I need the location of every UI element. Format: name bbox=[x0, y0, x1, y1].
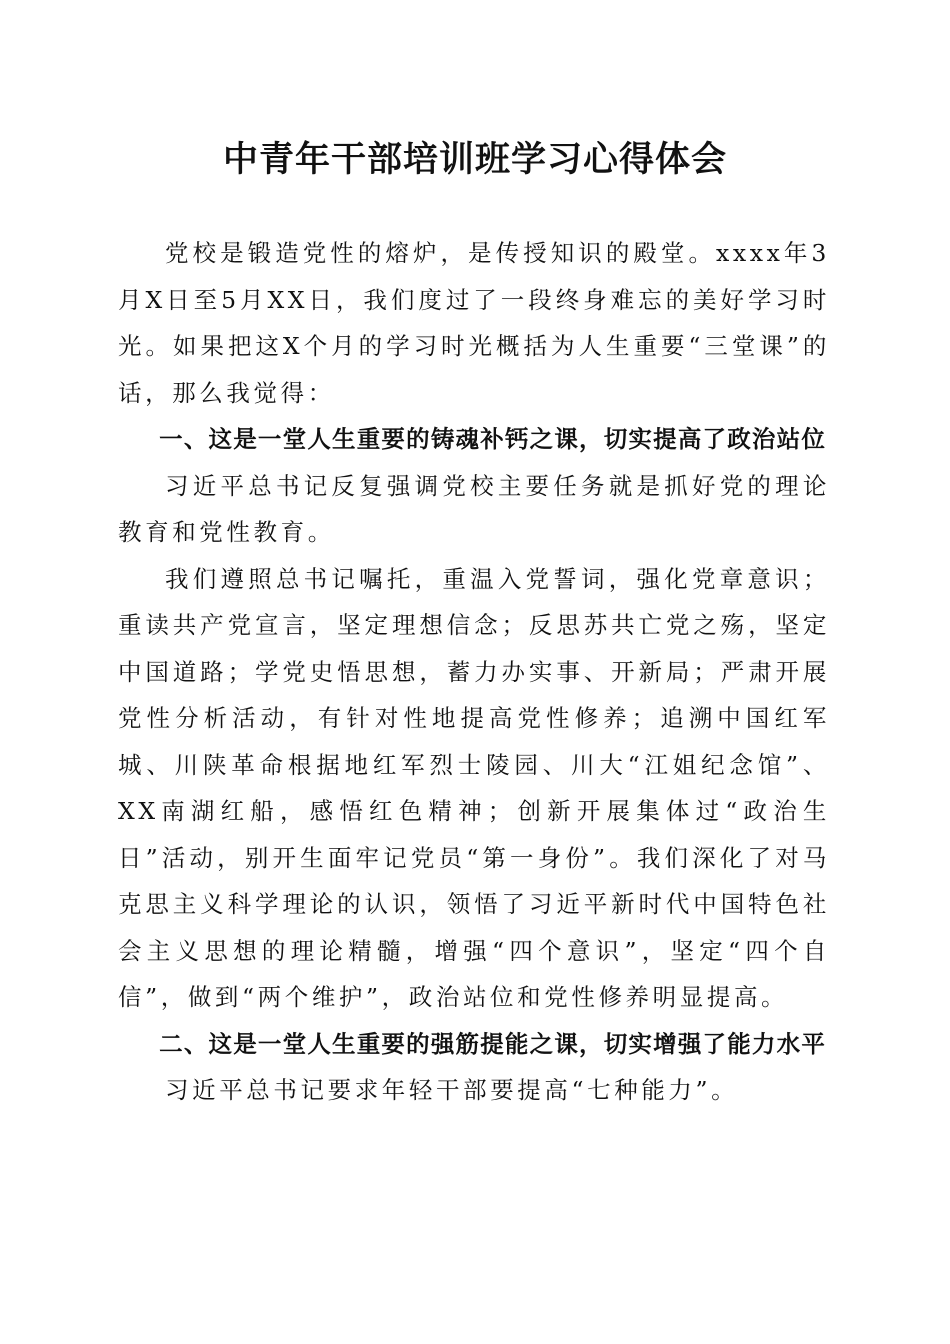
section-1-paragraph-2: 我们遵照总书记嘱托，重温入党誓词，强化党章意识；重读共产党宣言，坚定理想信念；反思苏共亡党之殇，坚定中国道路；学党史悟思想，蓄力办实事、开新局；严肃开展党性分析活动，有针对性地提高党性修养；追溯中国红军城、川陕革命根据地红军烈士陵园、川大“江姐纪念馆”、XX南湖红船，感悟红色精神；创新开展集体过“政治生日”活动，别开生面牢记党员“第一身份”。我们深化了对马克思主义科学理论的认识，领悟了习近平新时代中国特色社会主义思想的理论精髓，增强“四个意识”，坚定“四个自信”，做到“两个维护”，政治站位和党性修养明显提高。 bbox=[118, 564, 830, 1011]
section-heading-1: 一、这是一堂人生重要的铸魂补钙之课，切实提高了政治站位 bbox=[159, 425, 827, 453]
intro-paragraph: 党校是锻造党性的熔炉，是传授知识的殿堂。xxxx年3月X日至5月XX日，我们度过了一段终身难忘的美好学习时光。如果把这X个月的学习时光概括为人生重要“三堂课”的话，那么我觉得： bbox=[118, 239, 830, 407]
section-heading-2: 二、这是一堂人生重要的强筋提能之课，切实增强了能力水平 bbox=[159, 1029, 827, 1058]
document-body bbox=[118, 230, 830, 1114]
section-1-paragraph-1: 习近平总书记反复强调党校主要任务就是抓好党的理论教育和党性教育。 bbox=[118, 471, 830, 546]
section-2-paragraph-1: 习近平总书记要求年轻干部要提高“七种能力”。 bbox=[165, 1076, 739, 1104]
document-title: 中青年干部培训班学习心得体会 bbox=[222, 139, 727, 180]
